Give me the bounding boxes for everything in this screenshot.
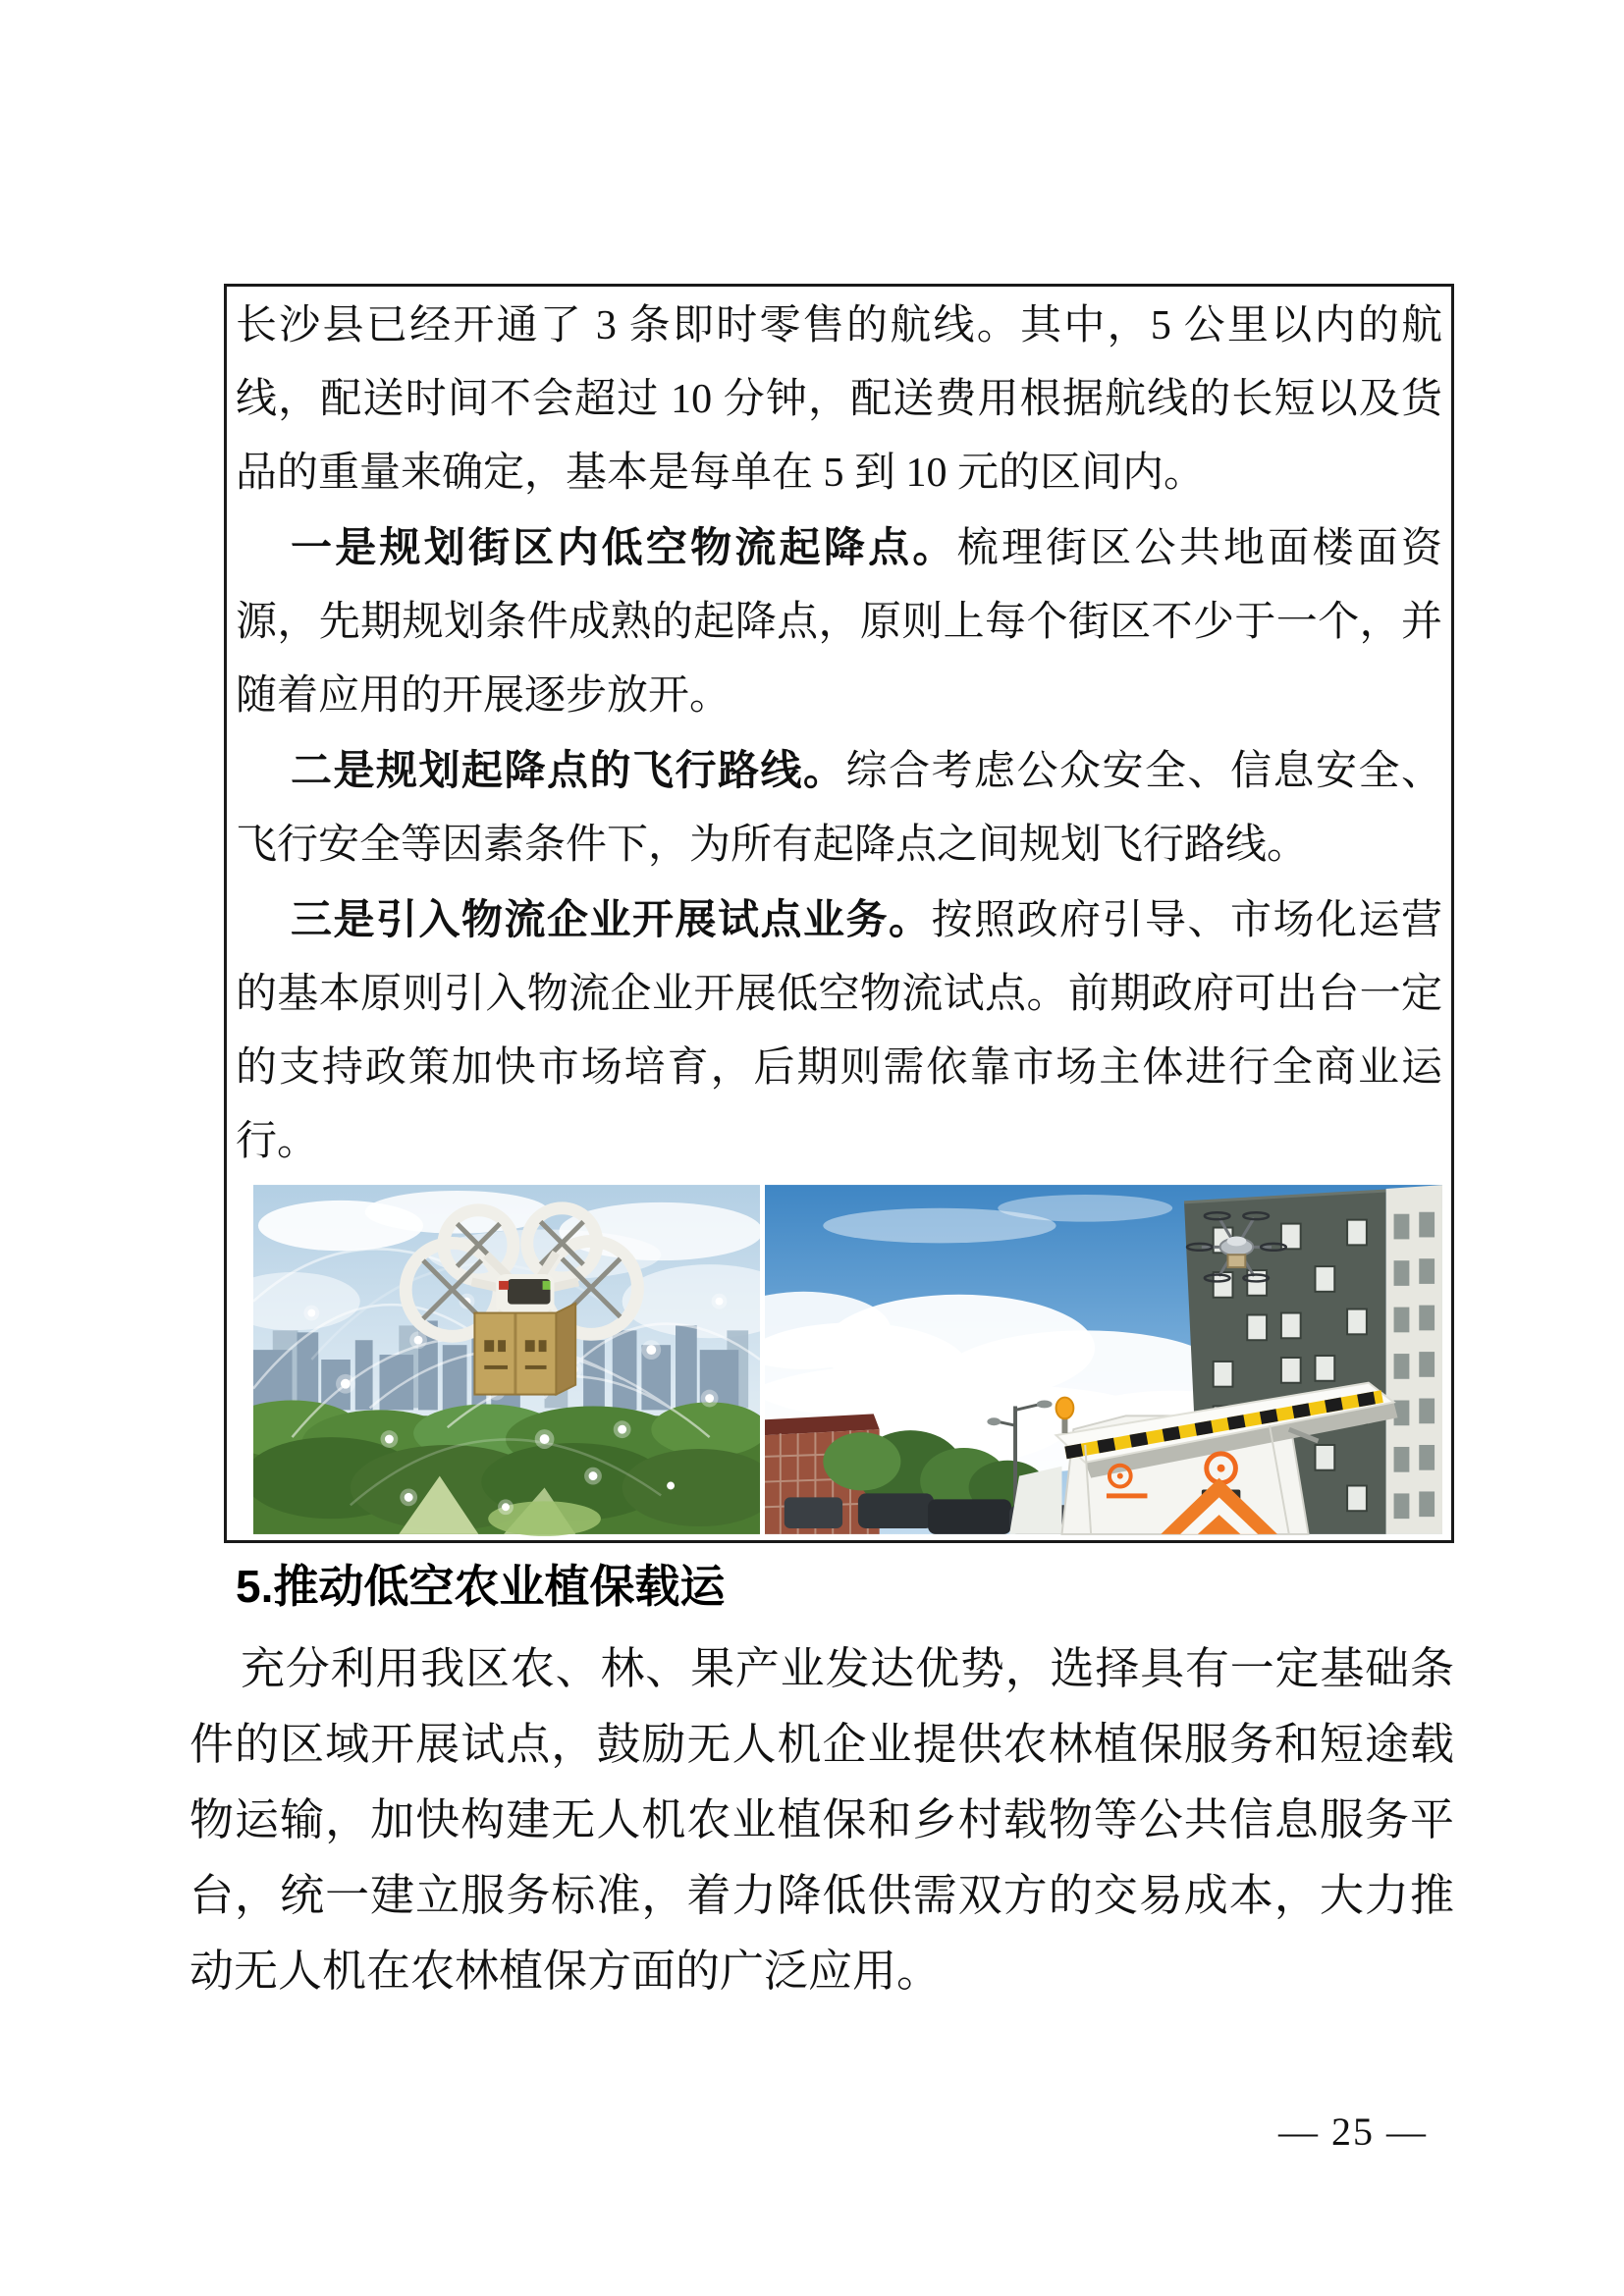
paragraph-body: 长沙县已经开通了 3 条即时零售的航线。其中，5 公里以内的航线，配送时间不会超过 10 分钟，配送费用根据航线的长短以及货品的重量来确定，基本是每单在 5 到 10 元的区间内。: [236, 303, 1442, 496]
parcel-box-icon: [474, 1304, 575, 1395]
page-number: — 25 —: [1278, 2109, 1428, 2154]
paragraph-body: 综合考虑公众安全、信息安全、飞行安全等因素条件下，为所有起降点之间规划飞行路线。: [236, 749, 1442, 868]
box-paragraph-2: [236, 510, 1442, 733]
illustration-row: [253, 1183, 1442, 1536]
bordered-text-box: [224, 284, 1454, 1543]
section-heading: 5.推动低空农业植保载运: [236, 1561, 726, 1612]
box-paragraph-4: [236, 882, 1442, 1179]
paragraph-lead: 二是规划起降点的飞行路线。: [291, 747, 846, 793]
paragraph-lead: 一是规划街区内低空物流起降点。: [291, 524, 957, 570]
paragraph-lead: 三是引入物流企业开展试点业务。: [291, 896, 932, 942]
section-paragraph: 充分利用我区农、林、果产业发达优势，选择具有一定基础条件的区域开展试点，鼓励无人机企业提供农林植保服务和短途载物运输，加快构建无人机农业植保和乡村载物等公共信息服务平台，统一建立服务标准，着力降低供需双方的交易成本，大力推动无人机在农林植保方面的广泛应用。: [189, 1644, 1454, 1996]
paragraph-body: 按照政府引导、市场化运营的基本原则引入物流企业开展低空物流试点。前期政府可出台一定的支持政策加快市场培育，后期则需依靠市场主体进行全商业运行。: [236, 898, 1442, 1164]
white-building-wing: [1386, 1185, 1442, 1534]
box-paragraph-1: [236, 288, 1442, 510]
box-paragraph-3: [236, 733, 1442, 882]
paragraph-body: 梳理街区公共地面楼面资源，先期规划条件成熟的起降点，原则上每个街区不少于一个，并随着应用的开展逐步放开。: [236, 526, 1442, 719]
drone-package-over-green-city-image: [253, 1183, 760, 1536]
drone-above-landing-station-image: [765, 1183, 1442, 1536]
